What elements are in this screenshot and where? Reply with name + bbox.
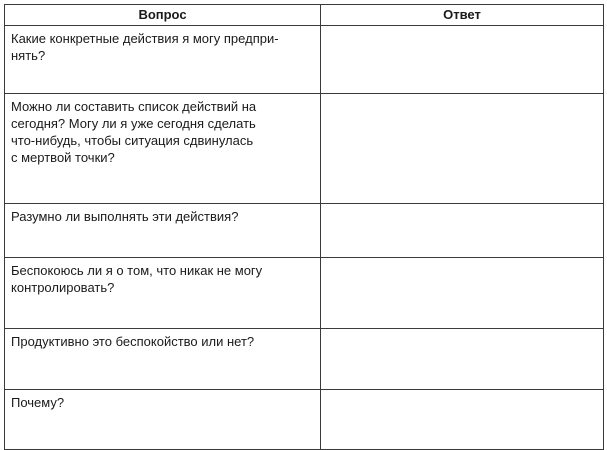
answer-cell	[321, 26, 604, 94]
question-cell	[5, 329, 321, 390]
answer-cell	[321, 390, 604, 450]
question-text: Какие конкретные действия я могу предпри- нять?	[11, 31, 279, 63]
answer-cell	[321, 94, 604, 204]
table-row	[5, 26, 604, 94]
question-cell	[5, 94, 321, 204]
table-row	[5, 258, 604, 329]
question-text: Продуктивно это беспокойство или нет?	[11, 334, 255, 349]
header-answer: Ответ	[321, 5, 604, 26]
question-text: Можно ли составить список действий на сегодня? Могу ли я уже сегодня сделать что-нибудь, чтобы ситуация сдвинулась с мертвой точки?	[11, 99, 257, 165]
table-row	[5, 94, 604, 204]
header-question: Вопрос	[5, 5, 321, 26]
answer-cell	[321, 258, 604, 329]
question-cell	[5, 204, 321, 258]
question-text: Беспокоюсь ли я о том, что никак не могу контролировать?	[11, 263, 263, 295]
answer-cell	[321, 329, 604, 390]
question-text: Почему?	[11, 395, 65, 410]
question-text: Разумно ли выполнять эти действия?	[11, 209, 239, 224]
question-cell	[5, 390, 321, 450]
table-row	[5, 204, 604, 258]
table-header-row	[5, 5, 604, 26]
table-row	[5, 390, 604, 450]
answer-cell	[321, 204, 604, 258]
question-cell	[5, 26, 321, 94]
table-row	[5, 329, 604, 390]
question-cell	[5, 258, 321, 329]
question-answer-table	[4, 4, 604, 450]
